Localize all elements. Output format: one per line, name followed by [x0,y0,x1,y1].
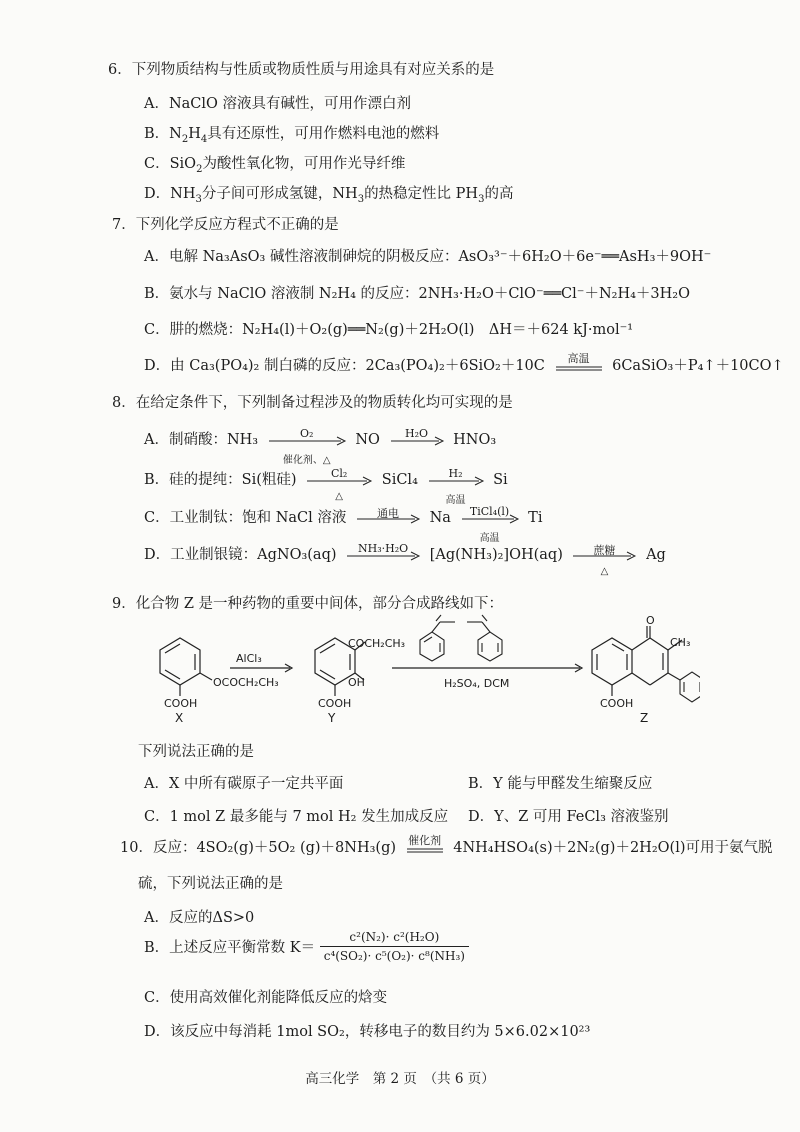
q7-option-d: D．由 Ca₃(PO₄)₂ 制白磷的反应：2Ca₃(PO₄)₂＋6SiO₂＋10C 高温 6CaSiO₃＋P₄↑＋10CO↑ [144,352,784,374]
q8-option-d: D．工业制银镜：AgNO₃(aq) NH₃·H₂O [Ag(NH₃)₂]OH(aq) 蔗糖 △ Ag [144,542,666,577]
q9-stem: 9．化合物 Z 是一种药物的重要中间体，部分合成路线如下： [112,596,504,612]
q10-option-a: A．反应的ΔS>0 [144,910,255,926]
reagent-h2so4-dcm: H₂SO₄, DCM [444,677,510,690]
z-phenyl-ring [680,672,700,702]
y-substituent: COCH₂CH₃ [348,637,406,650]
x-cooh: COOH [164,697,198,710]
q8-option-b: B．硅的提纯：Si(粗硅) Cl₂ △ SiCl₄ H₂ 高温 Si [144,467,508,506]
q7-option-c: C．肼的燃烧：N₂H₄(l)＋O₂(g)══N₂(g)＋2H₂O(l) ΔH＝＋624 kJ·mol⁻¹ [144,322,634,338]
q8-option-c: C．工业制钛：饱和 NaCl 溶液 通电 Na TiCl₄(l) 高温 Ti [144,505,543,544]
q8-stem: 8．在给定条件下，下列制备过程涉及的物质转化均可实现的是 [112,395,513,411]
q9-prompt: 下列说法正确的是 [138,744,254,760]
compound-x-label: X [175,711,184,725]
equilibrium-constant-fraction: $\frac{\text{c²(N₂)· c²(H₂O)}}{\text{c⁴(SO₂)· c⁵(O₂)· c⁸(NH₃)}}$ [320,930,469,963]
q8-option-a: A．制硝酸：NH₃ O₂ 催化剂、△ NO H₂O HNO₃ [144,427,497,466]
page-footer: 高三化学 第 2 页 （共 6 页） [305,1071,495,1087]
q9-option-a: A．X 中所有碳原子一定共平面 [144,776,344,792]
compound-z-structure [592,626,682,696]
compound-y-label: Y [328,711,336,725]
compound-x-ring [160,638,212,696]
q7-stem: 7．下列化学反应方程式不正确的是 [112,217,339,233]
compound-z-label: Z [640,711,649,725]
q6-stem: 6．下列物质结构与性质或物质性质与用途具有对应关系的是 [108,62,495,78]
q10-stem: 10．反应：4SO₂(g)＋5O₂ (g)＋8NH₃(g) 催化剂 4NH₄HSO₄(s)＋2N₂(g)＋2H₂O(l)可用于氨气脱 [120,834,773,856]
q10-option-c: C．使用高效催化剂能降低反应的焓变 [144,990,388,1006]
q10-option-d: D．该反应中每消耗 1mol SO₂，转移电子的数目约为 5×6.02×10²³ [144,1024,591,1040]
x-substituent: OCOCH₂CH₃ [213,676,279,689]
z-ch3: CH₃ [670,636,691,649]
q6-option-d: D．$NH_3$分子间可形成氢键，$NH_3$的热稳定性比 $PH_3$的高 [144,186,514,205]
z-cooh: COOH [600,697,634,710]
q9-option-c: C．1 mol Z 最多能与 7 mol H₂ 发生加成反应 [144,809,449,825]
z-oxygen: O [646,614,655,627]
y-cooh: COOH [318,697,352,710]
q10-option-b: B．上述反应平衡常数 K＝ $\frac{\text{c²(N₂)· c²(H₂O)}}{\text{c⁴(SO₂)· c⁵(O₂)· c⁸(NH₃)}}$ [144,930,469,963]
q9-synthesis-scheme [130,610,700,730]
q9-option-d: D．Y、Z 可用 FeCl₃ 溶液鉴别 [468,809,669,825]
q6-option-a: A．NaClO 溶液具有碱性，可用作漂白剂 [144,96,412,112]
q7-d-condition: 高温 [567,352,590,365]
q7-option-b: B．氨水与 NaClO 溶液制 N₂H₄ 的反应：2NH₃·H₂O＋ClO⁻══Cl⁻＋N₂H₄＋3H₂O [144,286,690,302]
q10-stem-continued: 硫，下列说法正确的是 [138,876,283,892]
q6-option-c: C．SiO$_2$为酸性氧化物，可用作光导纤维 [144,156,406,175]
q7-option-a: A．电解 Na₃AsO₃ 碱性溶液制砷烷的阴极反应：AsO₃³⁻＋6H₂O＋6e⁻══AsH₃＋9OH⁻ [144,249,712,265]
y-oh: OH [348,676,365,689]
q9-option-b: B．Y 能与甲醛发生缩聚反应 [468,776,653,792]
q6-option-b: B．$N_2H_4$具有还原性，可用作燃料电池的燃料 [144,126,440,145]
benzoic-anhydride [420,615,502,661]
reagent-alcl3: AlCl₃ [236,652,262,665]
